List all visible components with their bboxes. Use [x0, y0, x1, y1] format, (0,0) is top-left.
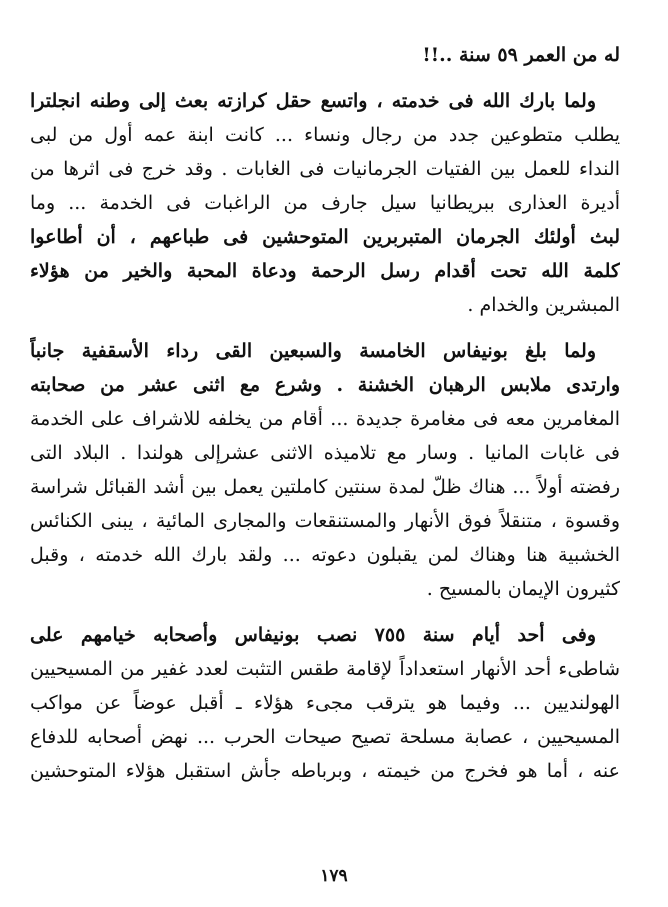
text-line: ولما بلغ بونيفاس الخامسة والسبعين القى رداء الأسقفية جانباً	[30, 340, 596, 362]
text-line: كثيرون الإيمان بالمسيح .	[426, 578, 620, 600]
text-line: أديرة العذارى ببريطانيا سيل جارف من الراغبات فى الخدمة ... وما	[30, 192, 620, 214]
text-line: يطلب متطوعين جدد من رجال ونساء ... كانت ابنة عمه أول من لبى	[30, 124, 620, 146]
text-line: الهولنديين ... وفيما هو يترقب مجىء هؤلاء ـ أقبل عوضاً عن مواكب	[30, 692, 620, 714]
text-line: عنه ، أما هو فخرج من خيمته ، وبرباطه جأش استقبل هؤلاء المتوحشين	[30, 760, 620, 782]
text-line: رفضته أولاً ... هناك ظلّ لمدة سنتين كاملتين يعمل بين أشد القبائل شراسة	[30, 476, 620, 498]
paragraph-gap	[30, 72, 620, 84]
text-line: المسيحيين ، عصابة مسلحة تصيح صيحات الحرب ... نهض أصحابه للدفاع	[30, 726, 620, 748]
document-page	[30, 38, 620, 788]
text-line: الخشبية هنا وهناك لمن يقبلون دعوته ... ولقد بارك الله خدمته ، وقبل	[30, 544, 620, 566]
paragraph	[30, 334, 620, 606]
text-line: وقسوة ، متنقلاً فوق الأنهار والمستنقعات والمجارى المائية ، يبنى الكنائس	[30, 510, 620, 532]
text-line: وفى أحد أيام سنة ٧٥٥ نصب بونيفاس وأصحابه خيامهم على	[30, 624, 596, 646]
text-line: المغامرين معه فى مغامرة جديدة ... أقام من يخلفه للاشراف على الخدمة	[30, 408, 620, 430]
text-line: شاطىء أحد الأنهار استعداداً لإقامة طقس التثبت لعدد غفير من المسيحيين	[30, 658, 620, 680]
text-line: المبشرين والخدام .	[467, 294, 620, 316]
page-number: ١٧٩	[320, 866, 348, 886]
text-line: النداء للعمل بين الفتيات الجرمانيات فى الغابات . وقد خرج فى اثرها من	[30, 158, 620, 180]
text-line: ولما بارك الله فى خدمته ، واتسع حقل كرازته بعث إلى وطنه انجلترا	[30, 90, 596, 112]
text-line: له من العمر ٥٩ سنة ..!!	[422, 44, 620, 66]
text-line: وارتدى ملابس الرهبان الخشنة . وشرع مع اثنى عشر من صحابته	[30, 374, 620, 396]
document-body	[30, 38, 620, 788]
paragraph-gap	[30, 606, 620, 618]
paragraph	[30, 38, 620, 72]
paragraph-gap	[30, 322, 620, 334]
paragraph	[30, 84, 620, 322]
paragraph	[30, 618, 620, 788]
text-line: كلمة الله تحت أقدام رسل الرحمة ودعاة المحبة والخير من هؤلاء	[30, 260, 620, 282]
text-line: لبث أولئك الجرمان المتبربرين المتوحشين فى طباعهم ، أن أطاعوا	[30, 226, 620, 248]
text-line: فى غابات المانيا . وسار مع تلاميذه الاثنى عشرإلى هولندا . البلاد التى	[30, 442, 620, 464]
